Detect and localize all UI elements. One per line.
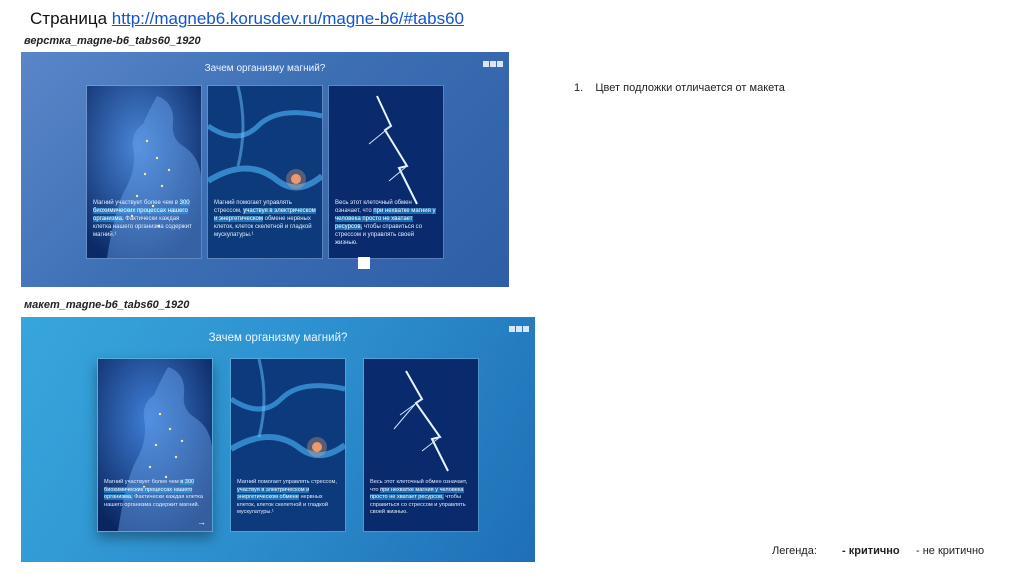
- card-arrow-icon[interactable]: →: [197, 517, 206, 527]
- screenshot-2: [21, 317, 535, 562]
- page-title-prefix: Страница: [30, 9, 108, 28]
- card-body-text: Магний участвует более чем в 300 биохимических процессах нашего организма. Фактически каждая клетка нашего организма содержит магний.: [104, 479, 203, 508]
- legend-critical: - критично: [842, 545, 900, 557]
- card-nerves[interactable]: [207, 85, 323, 259]
- note-text: Цвет подложки отличается от макета: [595, 82, 785, 94]
- page-url-link[interactable]: http://magneb6.korusdev.ru/magne-b6/#tabs60: [111, 9, 464, 28]
- card-nerves[interactable]: [230, 358, 346, 532]
- card-lightning[interactable]: [363, 358, 479, 532]
- card-body[interactable]: [97, 358, 213, 532]
- notes-list: [574, 82, 785, 94]
- legend-label: Легенда:: [772, 545, 817, 557]
- card-nerves-text: Магний помогает управлять стрессом, участвуя в электрическом и энергетическом обмене нервных клеток, клеток скелетной и гладкой мускулатуры.¹: [237, 479, 337, 516]
- card-body-text: Магний участвует более чем в 300 биохимических процессах нашего организма. Фактически каждая клетка нашего организма содержит магний.¹: [93, 200, 192, 239]
- screenshot-1-caption: верстка_magne-b6_tabs60_1920: [24, 35, 201, 47]
- window-controls: [508, 319, 532, 326]
- card-lightning[interactable]: [328, 85, 444, 259]
- white-square-marker: [358, 257, 370, 269]
- card-nerves-text: Магний помогает управлять стрессом, участвуя в электрическом и энергетическом обмене нервных клеток, клеток скелетной и гладкой мускулатуры.¹: [214, 200, 316, 239]
- card-lightning-text: Весь этот клеточный обмен означает, что при нехватке магния у человека просто не хватает ресурсов, чтобы справиться со стрессом и управлять своей жизнью.: [335, 200, 436, 247]
- card-lightning-text: Весь этот клеточный обмен означает, что при нехватке магния у человека просто не хватает ресурсов, чтобы справиться со стрессом и управлять своей жизнью.: [370, 479, 468, 516]
- page-title: [30, 9, 464, 29]
- screenshot-1: [21, 52, 509, 287]
- window-controls: [482, 54, 506, 61]
- legend-non-critical: - не критично: [916, 545, 985, 557]
- screenshot-1-heading: Зачем организму магний?: [204, 63, 326, 74]
- screenshot-2-caption: макет_magne-b6_tabs60_1920: [24, 299, 190, 311]
- card-body[interactable]: [86, 85, 202, 259]
- note-number: 1.: [574, 82, 584, 94]
- screenshot-2-heading: Зачем организму магний?: [208, 332, 348, 344]
